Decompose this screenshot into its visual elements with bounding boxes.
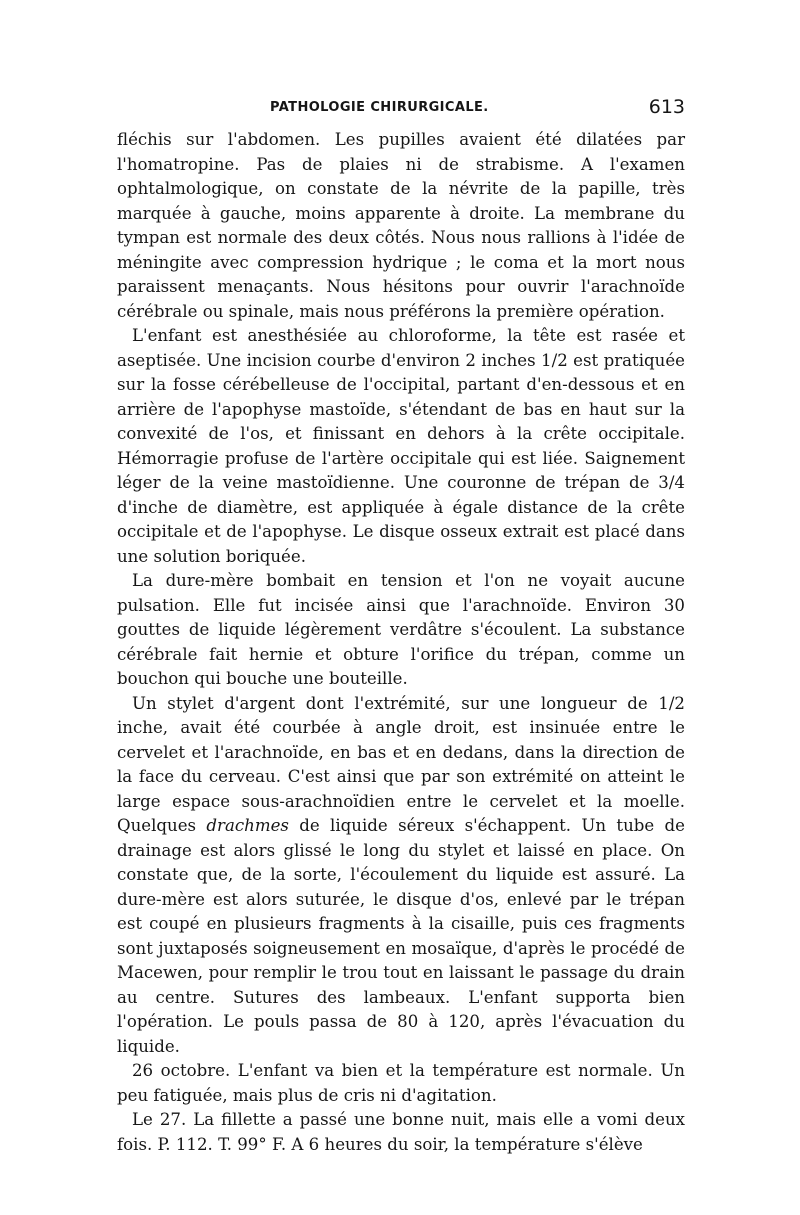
paragraph-2: L'enfant est anesthésiée au chloroforme, la tête est rasée et aseptisée. Une incision courbe d'environ 2 inches 1/2 est pratiquée sur la fosse cérébelleuse de l'occipital, partant d'en-dessous et en arrière de l'apophyse mastoïde, s'étendant de bas en haut sur la convexité de l'os, et finissant en dehors à la crête occipitale. Hémorragie profuse de l'artère occipitale qui est liée. Saignement léger de la veine mastoïdienne. Une couronne de trépan de 3/4 d'inche de diamètre, est appliquée à égale distance de la crête occipitale et de l'apophyse. Le disque osseux extrait est placé dans une solution boriquée.: [117, 326, 685, 566]
running-title: PATHOLOGIE CHIRURGICALE.: [270, 100, 489, 115]
paragraph-3: La dure-mère bombait en tension et l'on ne voyait aucune pulsation. Elle fut incisée ainsi que l'arachnoïde. Environ 30 gouttes de liquide légèrement verdâtre s'écoulent. La substance cérébrale fait hernie et obture l'orifice du trépan, comme un bouchon qui bouche une bouteille.: [117, 571, 685, 688]
page-number: 613: [648, 96, 685, 118]
paragraph-5: 26 octobre. L'enfant va bien et la température est normale. Un peu fatiguée, mais plus de cris ni d'agitation.: [117, 1061, 685, 1105]
paragraph-1: fléchis sur l'abdomen. Les pupilles avaient été dilatées par l'homatropine. Pas de plaies ni de strabisme. A l'examen ophtalmologique, on constate de la névrite de la papille, très marquée à gauche, moins apparente à droite. La membrane du tympan est normale des deux côtés. Nous nous rallions à l'idée de méningite avec compression hydrique ; le coma et la mort nous paraissent menaçants. Nous hésitons pour ouvrir l'arachnoïde cérébrale ou spinale, mais nous préférons la première opération.: [117, 130, 685, 321]
body-text: [117, 128, 685, 1157]
paragraph-4: [117, 692, 685, 1060]
running-head: [117, 96, 685, 126]
paragraph-4-part-1: Un stylet d'argent dont l'extrémité, sur une longueur de 1/2 inche, avait été courbée à angle droit, est insinuée entre le cervelet et l'arachnoïde, en bas et en dedans, dans la direction de la face du cerveau. C'est ainsi que par son extrémité on atteint le large espace sous-arachnoïdien entre le cervelet et la moelle. Quelques: [117, 693, 685, 835]
paragraph-4-part-2: de liquide séreux s'échappent. Un tube de drainage est alors glissé le long du stylet et laissé en place. On constate que, de la sorte, l'écoulement du liquide est assuré. La dure-mère est alors suturée, le disque d'os, enlevé par le trépan est coupé en plusieurs fragments à la cisaille, puis ces fragments sont juxtaposés soigneusement en mosaïque, d'après le procédé de Macewen, pour remplir le trou tout en laissant le passage du drain au centre. Sutures des lambeaux. L'enfant supporta bien l'opération. Le pouls passa de 80 à 120, après l'évacuation du liquide.: [117, 816, 685, 1056]
book-page: [117, 96, 685, 1157]
paragraph-6: Le 27. La fillette a passé une bonne nuit, mais elle a vomi deux fois. P. 112. T. 99° F. A 6 heures du soir, la température s'élève: [117, 1110, 685, 1154]
paragraph-4-italic-word: drachmes: [206, 816, 289, 835]
